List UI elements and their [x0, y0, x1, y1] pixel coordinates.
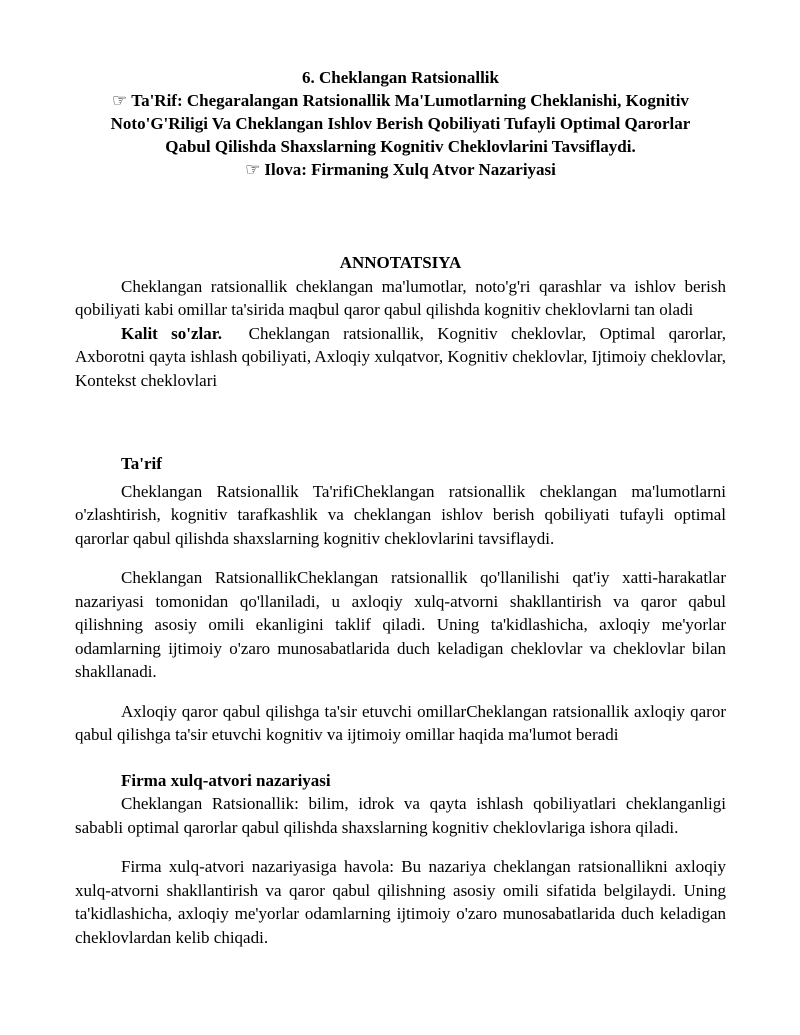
pointing-hand-icon: ☞ [245, 160, 261, 179]
firma-paragraph-2: Firma xulq-atvori nazariyasiga havola: Bu nazariya cheklangan ratsionallikni axloqiy xulq-atvorni shakllantirish va qaror qabul qilishning asosiy omili sifatida belgilaydi. Uning ta'kidlashicha, axloqiy me'yorlar odamlarning ijtimoiy o'zaro munosabatlarida duch keladigan cheklovlardan kelib chiqadi. [75, 857, 726, 947]
document-page [75, 66, 726, 949]
keywords-label: Kalit so'zlar. [121, 323, 222, 343]
definition-line-3: Qabul Qilishda Shaxslarning Kognitiv Cheklovlarini Tavsiflaydi. [165, 137, 636, 156]
pointing-hand-icon: ☞ [112, 91, 128, 110]
firma-paragraph-1: Cheklangan Ratsionallik: bilim, idrok va qayta ishlash qobiliyatlari cheklanganligi sababli optimal qarorlar qabul qilishda shaxslarning kognitiv cheklovlariga ishora qiladi. [75, 794, 726, 837]
definition-line-2: Noto'G'Riligi Va Cheklangan Ishlov Berish Qobiliyati Tufayli Optimal Qarorlar [110, 114, 691, 133]
annotation-text: Cheklangan ratsionallik cheklangan ma'lumotlar, noto'g'ri qarashlar va ishlov berish qobiliyati kabi omillar ta'sirida maqbul qaror qabul qilishda kognitiv cheklovlarni tan oladi [75, 276, 726, 319]
annotation-title: ANNOTATSIYA [339, 253, 462, 272]
keywords-paragraph [75, 322, 726, 393]
tarif-paragraph-1: Cheklangan Ratsionallik Ta'rifiCheklangan ratsionallik cheklangan ma'lumotlarni o'zlashtirish, kognitiv tarafkashlik va cheklangan ishlov berish qobiliyati tufayli optimal qarorlar qabul qilishda shaxslarning kognitiv cheklovlarini tavsiflaydi. [75, 481, 726, 548]
appendix-line: ☞ Ilova: Firmaning Xulq Atvor Nazariyasi [245, 160, 556, 179]
firma-heading: Firma xulq-atvori nazariyasi [121, 770, 331, 790]
definition-line-1: ☞ Ta'Rif: Chegaralangan Ratsionallik Ma'Lumotlarning Cheklanishi, Kognitiv [112, 91, 689, 110]
keywords-text: Cheklangan ratsionallik, Kognitiv cheklovlar, Optimal qarorlar, Axborotni qayta ishlash qobiliyati, Axloqiy xulqatvor, Kognitiv cheklovlar, Ijtimoiy cheklovlar, Kontekst cheklovlari [75, 323, 726, 390]
tarif-paragraph-2: Cheklangan RatsionallikCheklangan ratsionallik qo'llanilishi qat'iy xatti-harakatlar nazariyasi tomonidan qo'llaniladi, u axloqiy xulq-atvorni shakllantirish va qaror qabul qilishning asosiy omili ekanligini taklif qiladi. Uning ta'kidlashicha, axloqiy me'yorlar odamlarning ijtimoiy o'zaro munosabatlarida duch keladigan cheklovlar va cheklovlar bilan shakllanadi. [75, 568, 726, 681]
tarif-paragraph-3: Axloqiy qaror qabul qilishga ta'sir etuvchi omillarCheklangan ratsionallik axloqiy qaror qabul qilishga ta'sir etuvchi kognitiv va ijtimoiy omillar haqida ma'lumot beradi [75, 701, 726, 744]
tarif-heading: Ta'rif [121, 454, 162, 473]
document-title: 6. Cheklangan Ratsionallik [302, 68, 499, 87]
document-header [75, 66, 726, 181]
